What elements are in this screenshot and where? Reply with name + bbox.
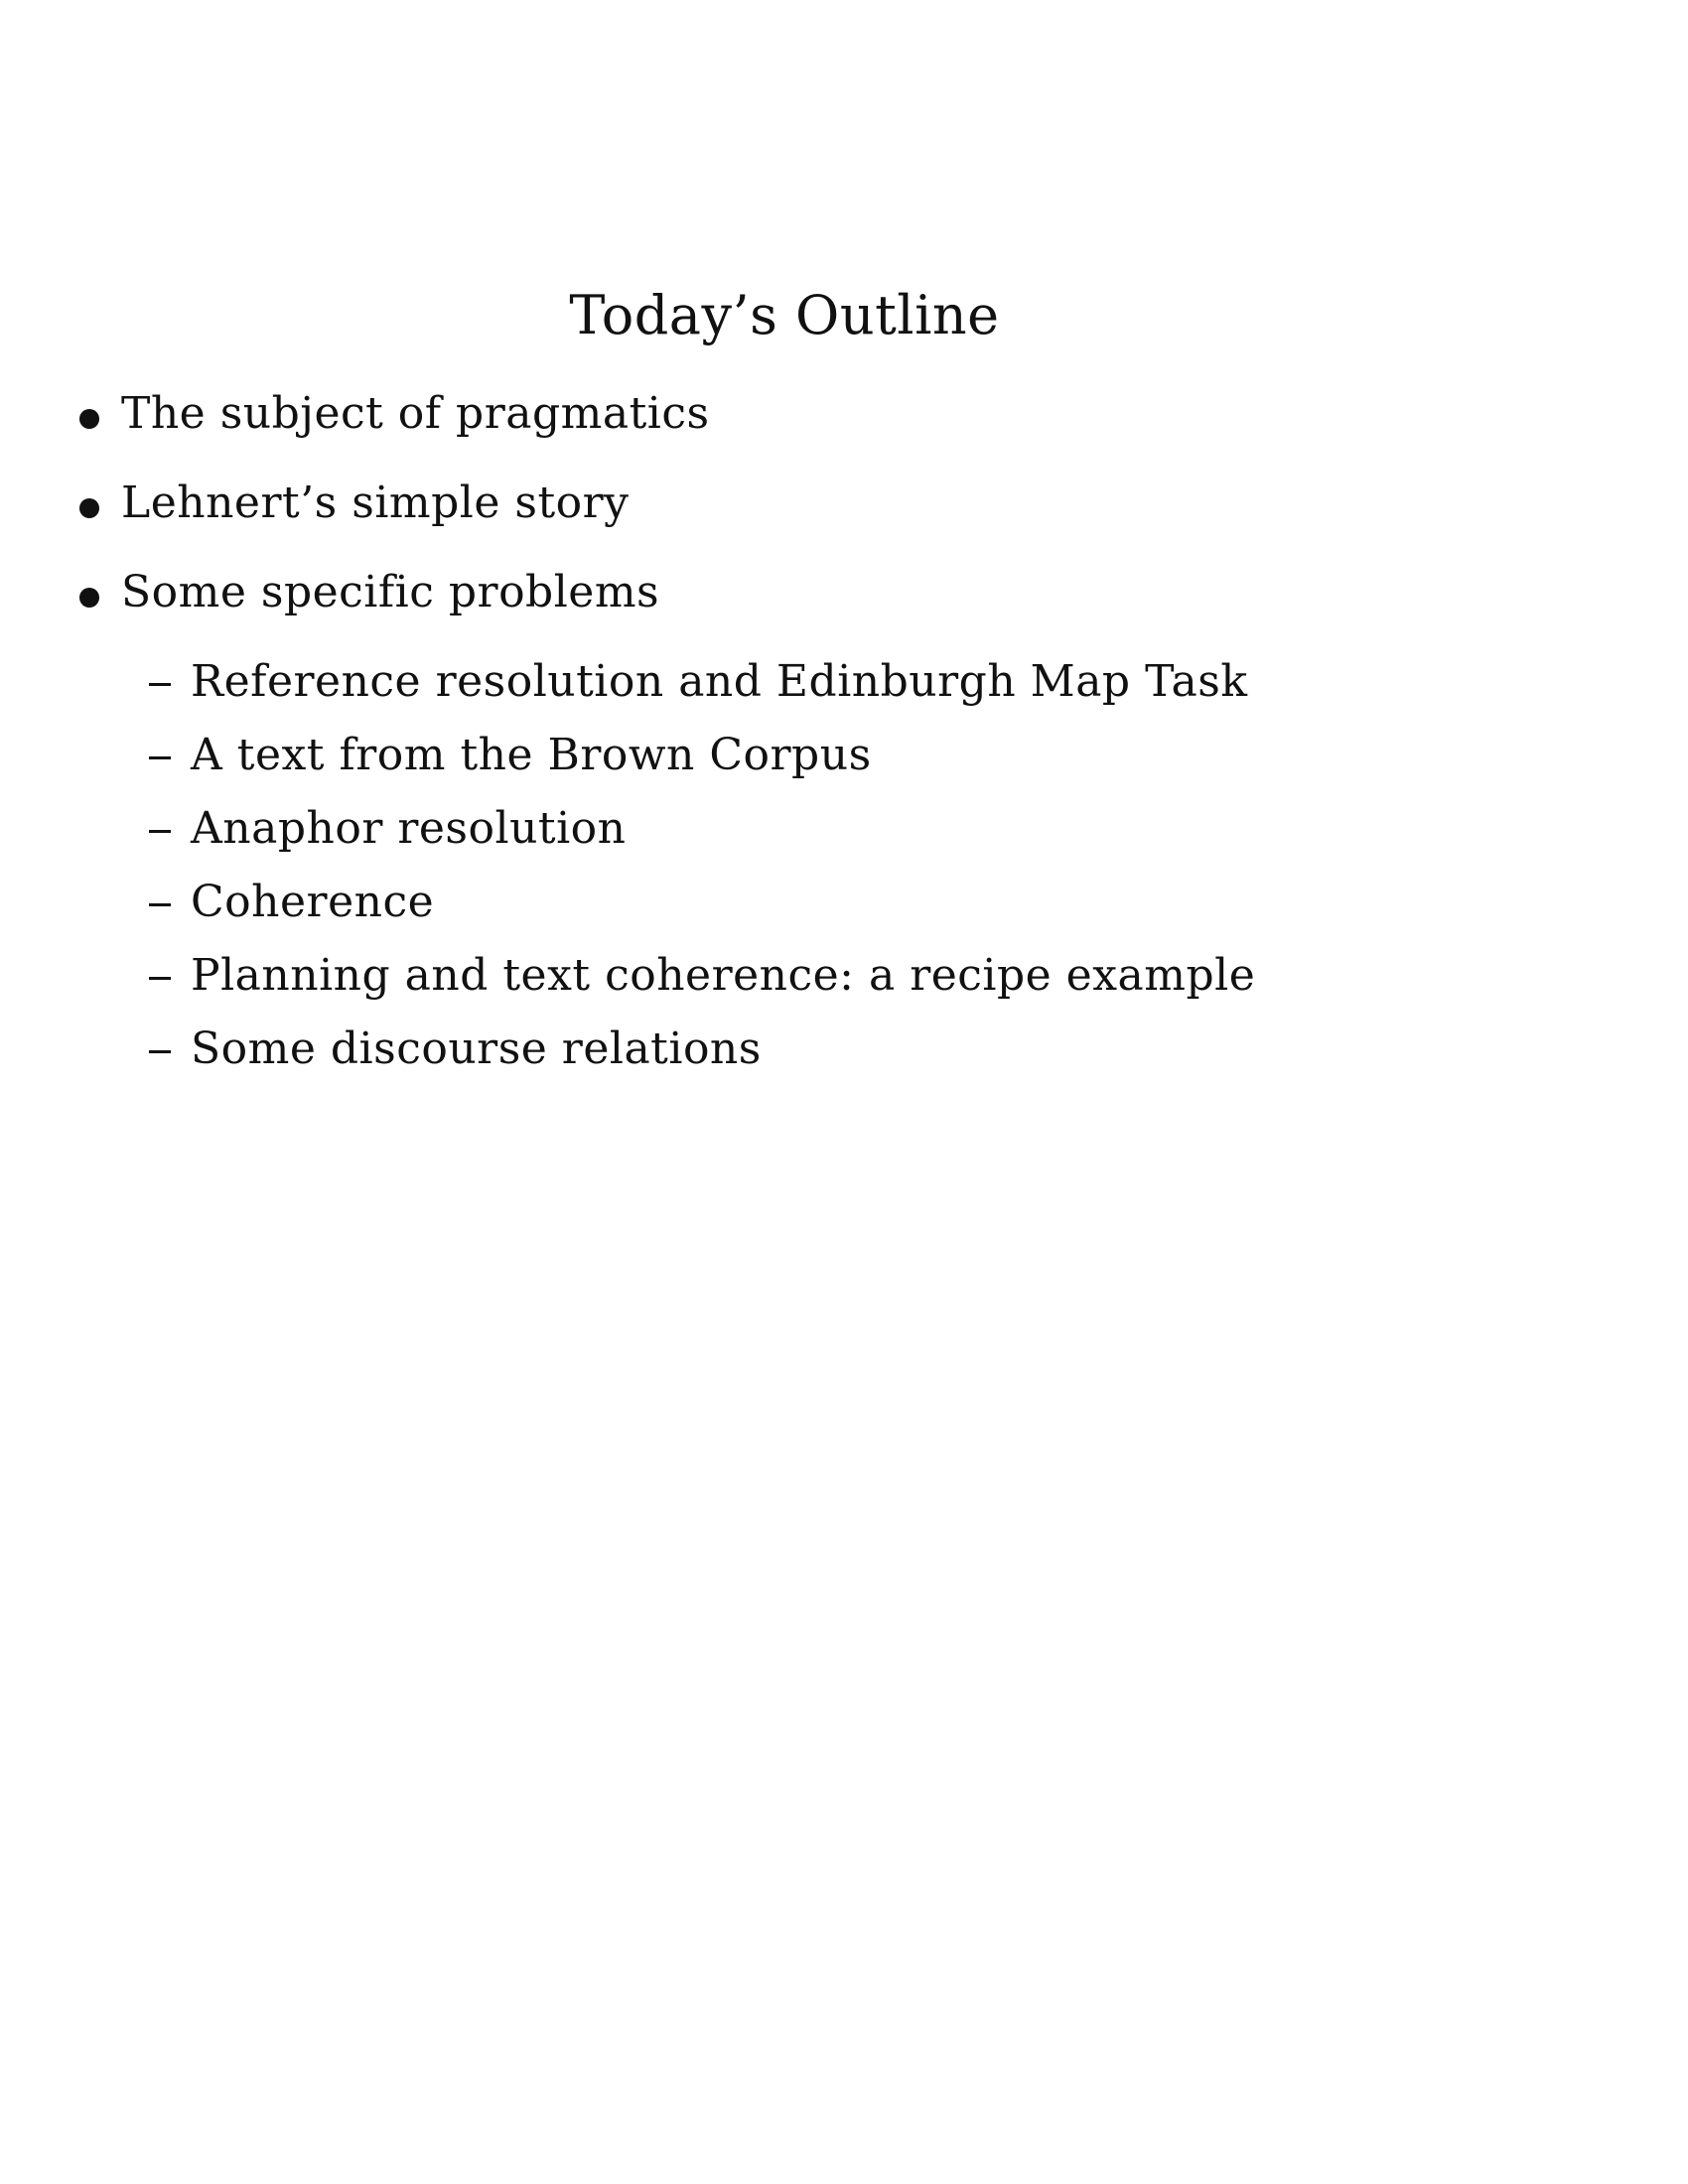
- subitem-label: Some discourse relations: [191, 1024, 762, 1074]
- outline-item-label: The subject of pragmatics: [121, 388, 710, 439]
- problems-sublist: [121, 656, 1628, 1074]
- dash-icon: [149, 830, 171, 833]
- bullet-icon: [79, 498, 99, 518]
- subitem-planning-recipe: [149, 950, 1628, 1001]
- subitem-label: Anaphor resolution: [191, 803, 627, 854]
- dash-icon: [149, 1050, 171, 1053]
- dash-icon: [149, 903, 171, 906]
- subitem-discourse-relations: [149, 1024, 1628, 1074]
- subitem-label: Coherence: [191, 877, 435, 927]
- subitem-coherence: [149, 877, 1628, 927]
- dash-icon: [149, 756, 171, 759]
- subitem-anaphor-resolution: [149, 803, 1628, 854]
- dash-icon: [149, 977, 171, 980]
- outline-item-label: Some specific problems: [121, 567, 660, 617]
- page-title: Today’s Outline: [569, 284, 1000, 346]
- subitem-label: A text from the Brown Corpus: [191, 730, 872, 780]
- outline-item-lehnert-story: [79, 478, 1628, 528]
- bullet-icon: [79, 588, 99, 608]
- outline-item-pragmatics: [79, 388, 1628, 439]
- outline-list: [79, 388, 1628, 1117]
- subitem-reference-resolution: [149, 656, 1628, 707]
- subitem-label: Reference resolution and Edinburgh Map Task: [191, 656, 1248, 707]
- outline-item-label: Lehnert’s simple story: [121, 478, 630, 528]
- outline-item-specific-problems: [79, 567, 1628, 1074]
- bullet-icon: [79, 409, 99, 429]
- subitem-label: Planning and text coherence: a recipe example: [191, 950, 1256, 1001]
- subitem-brown-corpus: [149, 730, 1628, 780]
- dash-icon: [149, 683, 171, 686]
